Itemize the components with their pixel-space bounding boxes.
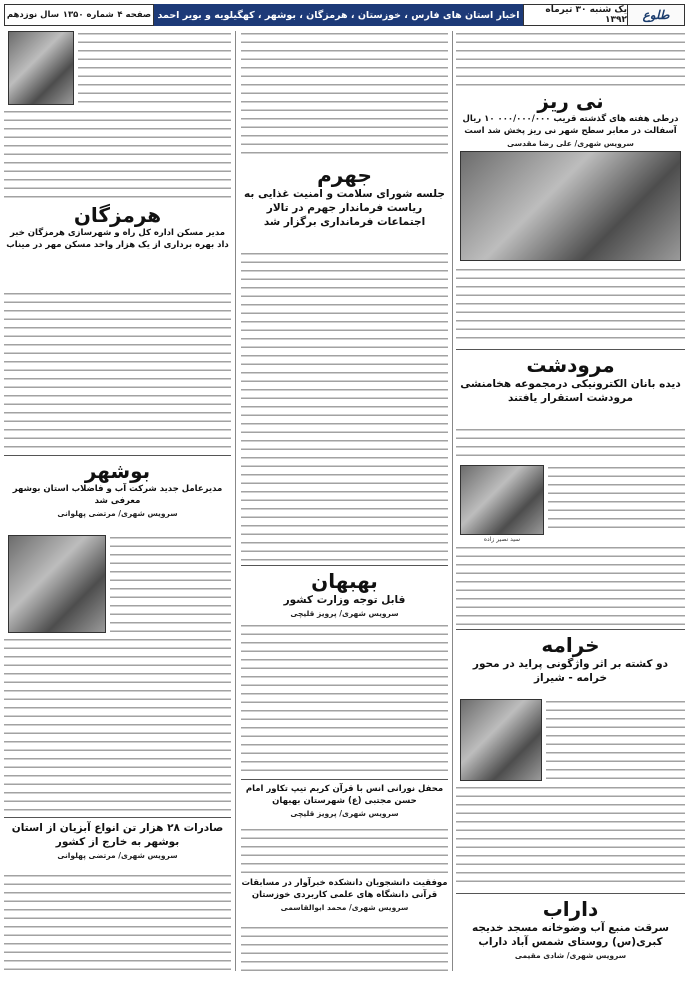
article-text [456,427,685,463]
issue-date: یک شنبه ۳۰ تیرماه ۱۳۹۲ [523,4,627,26]
byline: سرویس شهری/ شادی مقیمی [514,951,627,960]
portrait-photo [8,535,106,633]
article-headline: دیده بانان الکترونیکی درمجموعه هخامنشی مرودشت استقرار یافتند [460,378,681,404]
portrait-photo [460,465,544,535]
article-university [241,877,448,921]
article-text [4,873,231,971]
portrait-photo [460,699,542,781]
article-exports [4,821,231,869]
right-column [456,31,685,972]
city-heading: خرامه [541,633,600,657]
city-heading: نی ریز [537,89,604,113]
article-text [78,31,231,105]
page-number: صفحه ۴ [117,10,152,20]
byline: سرویس شهری/ علی رضا مقدسی [507,139,634,148]
news-photo [460,151,681,261]
article-text [241,925,448,971]
article-headline: مدیر مسکن اداره کل راه و شهرسازی هرمزگان خبر داد بهره برداری از یک هزار واحد مسکن مهر در میناب [6,228,229,250]
portrait-photo [8,31,74,105]
newspaper-logo: طلوع [627,4,685,26]
article-text [456,267,685,345]
article-headline: مدیرعامل جدید شرکت آب و فاضلاب استان بوشهر معرفی شد [12,484,223,506]
article-headline: دو کشته بر اثر واژگونی پراید در محور خرامه - شیراز [472,658,669,684]
article-text [456,31,685,87]
volume-year: سال نوزدهم [6,10,60,20]
article-text [456,545,685,625]
article-text [548,465,685,535]
article-headline: صادرات ۲۸ هزار تن انواع آبزیان از استان بوشهر به خارج از کشور [11,822,224,848]
article-text [241,623,448,775]
city-heading: جهرم [317,163,372,187]
article-headline: سرقت منبع آب وضوخانه مسجد خدیجه کبری(س) روستای شمس آباد داراب [472,922,669,948]
middle-column [241,31,448,972]
article-text [241,31,448,159]
article-darab [456,897,685,971]
article-marvdasht [456,353,685,423]
article-text [4,291,231,451]
byline: سرویس شهری/ پرویز قلیچی [290,609,399,618]
left-column [4,31,231,972]
photo-caption: سید نصیر زاده [483,536,521,543]
article-behbahan [241,569,448,617]
article-jahrom [241,163,448,247]
section-banner: اخبار استان های فارس ، خوزستان ، هرمزگان ، بوشهر ، کهگیلویه و بویر احمد [154,4,523,26]
issue-meta [4,4,154,26]
city-heading: هرمزگان [73,203,162,227]
page-header [4,4,685,26]
article-text [4,109,231,199]
article-headline: درطی هفته های گذشته قریب ۰۰۰/۰۰۰/۰۰۰ ۱۰ ریال آسفالت در معابر سطح شهر نی ریز پخش شد است [462,114,679,136]
byline: سرویس شهری/ مرتضی پهلوانی [57,509,178,518]
article-text [4,637,231,813]
article-text [456,785,685,889]
article-text [110,535,231,633]
article-neyriz [456,89,685,148]
byline: سرویس شهری/ پرویز قلیچی [290,809,399,818]
newspaper-page [4,4,685,980]
byline: سرویس شهری/ محمد ابوالقاسمی [280,903,409,912]
article-text [241,827,448,873]
article-hormozgan [4,203,231,287]
city-heading: مرودشت [526,353,615,377]
article-text [546,699,685,781]
city-heading: بوشهر [84,459,151,483]
article-kharameh [456,633,685,695]
city-heading: داراب [542,897,599,921]
article-headline: موفقیت دانشجویان دانشکده خبرآوار در مسابقات قرآنی دانشگاه های علمی کاربردی خوزستان [241,878,448,900]
article-text [241,251,448,561]
article-headline: محفل نورانی انس با قرآن کریم تیپ تکاور امام حسن مجتبی (ع) شهرستان بهبهان [245,784,444,806]
article-headline: جلسه شورای سلامت و امنیت غذایی به ریاست فرماندار جهرم در تالار اجتماعات فرمانداری برگزار شد [244,188,445,228]
article-quran [241,783,448,823]
article-headline: قابل توجه وزارت کشور [283,594,406,606]
city-heading: بهبهان [311,569,378,593]
article-bushehr [4,459,231,529]
issue-number: شماره ۱۳۵۰ [62,10,114,20]
byline: سرویس شهری/ مرتضی پهلوانی [57,851,178,860]
